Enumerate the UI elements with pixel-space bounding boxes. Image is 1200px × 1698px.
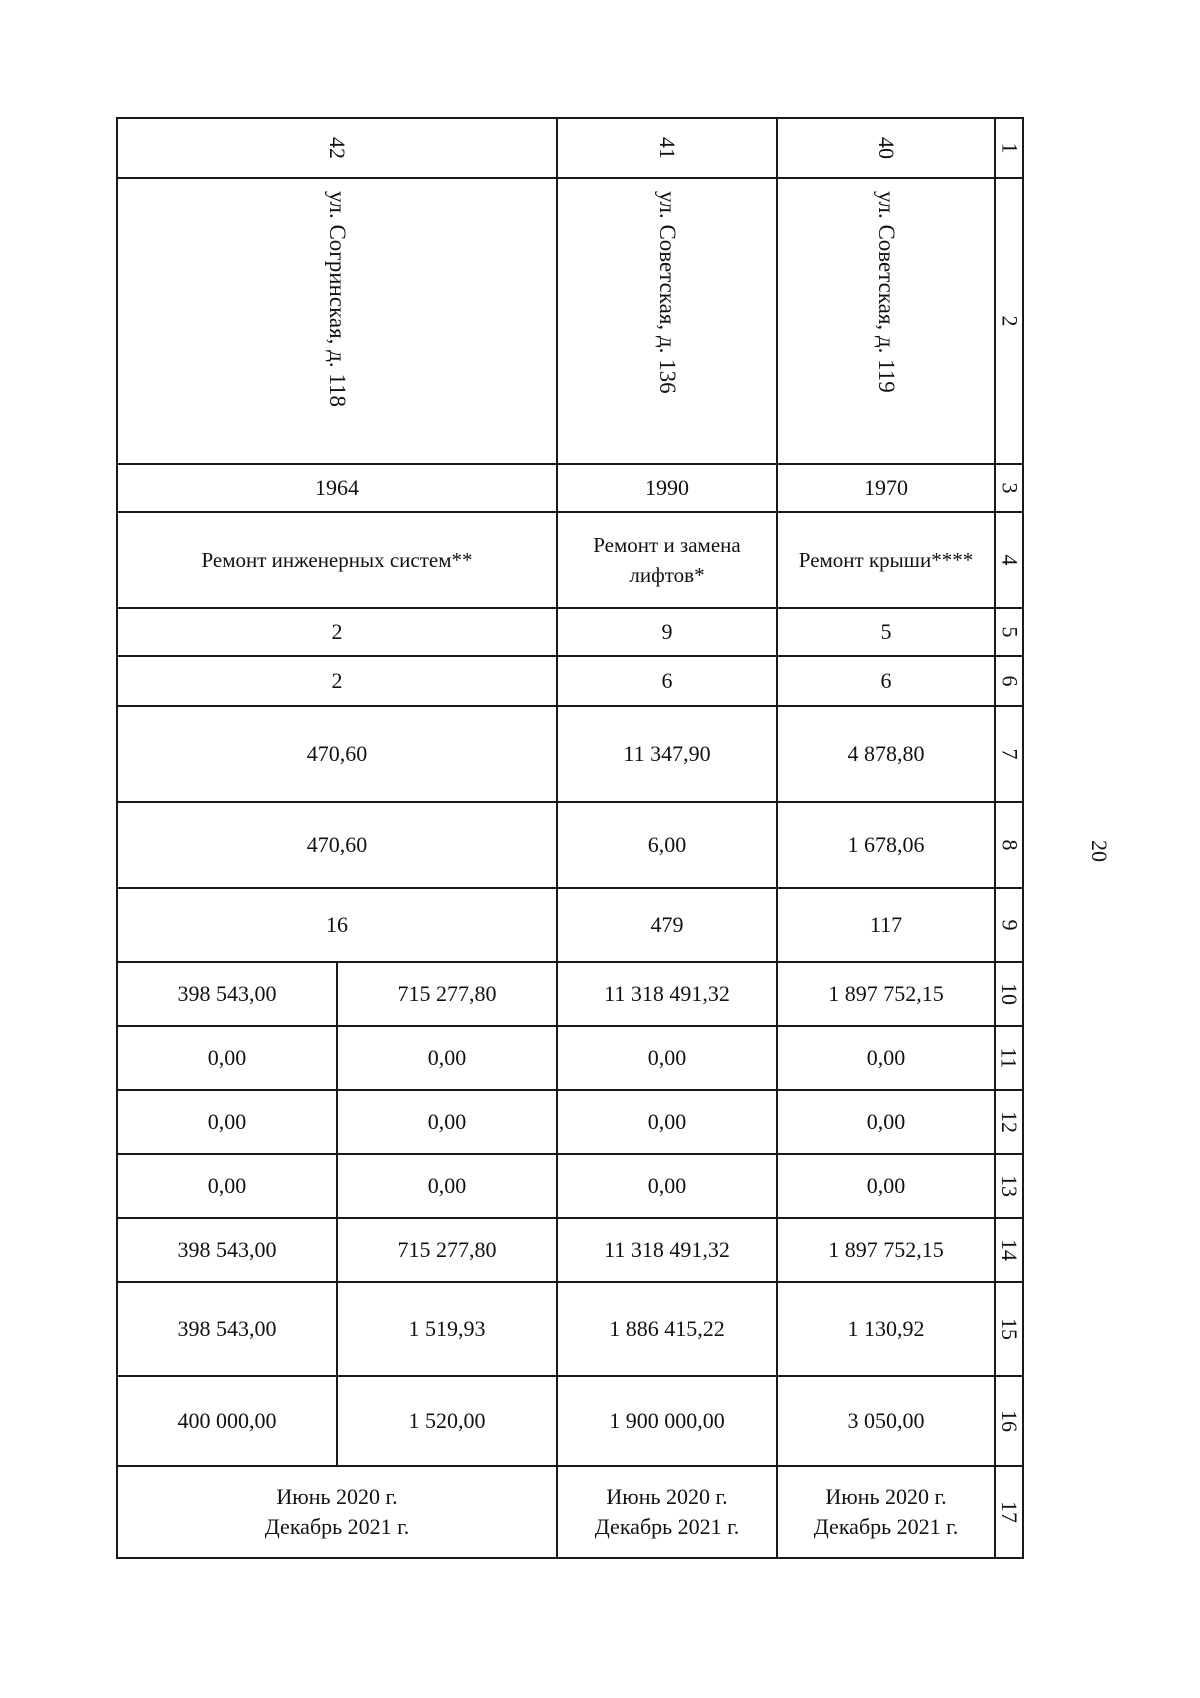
cell-r9-42: 16 <box>117 888 557 962</box>
cell-r6-42: 2 <box>117 656 557 706</box>
date-end: Декабрь 2021 г. <box>813 1514 959 1539</box>
row-number: 14 <box>995 1218 1023 1282</box>
cell-r8-40: 1 678,06 <box>777 802 995 888</box>
cell-address-41: ул. Советская, д. 136 <box>557 178 777 464</box>
table-row <box>117 1376 1023 1466</box>
work-line: лифтов* <box>629 563 705 587</box>
table-row <box>117 706 1023 802</box>
cell-r10-42b: 715 277,80 <box>337 962 557 1026</box>
row-number: 10 <box>995 962 1023 1026</box>
cell-r6-40: 6 <box>777 656 995 706</box>
cell-r16-42a: 400 000,00 <box>117 1376 337 1466</box>
cell-r11-42a: 0,00 <box>117 1026 337 1090</box>
cell-r14-41: 11 318 491,32 <box>557 1218 777 1282</box>
work-line: Ремонт и замена <box>593 533 741 557</box>
cell-r15-42a: 398 543,00 <box>117 1282 337 1376</box>
cell-r10-40: 1 897 752,15 <box>777 962 995 1026</box>
cell-r12-41: 0,00 <box>557 1090 777 1154</box>
cell-r15-40: 1 130,92 <box>777 1282 995 1376</box>
cell-year-42: 1964 <box>117 464 557 512</box>
cell-r6-41: 6 <box>557 656 777 706</box>
cell-r9-41: 479 <box>557 888 777 962</box>
cell-r8-42: 470,60 <box>117 802 557 888</box>
table-row <box>117 464 1023 512</box>
cell-r16-40: 3 050,00 <box>777 1376 995 1466</box>
row-number: 1 <box>995 118 1023 178</box>
row-number: 13 <box>995 1154 1023 1218</box>
cell-r7-42: 470,60 <box>117 706 557 802</box>
cell-r13-42a: 0,00 <box>117 1154 337 1218</box>
row-number: 17 <box>995 1466 1023 1558</box>
row-number: 5 <box>995 608 1023 656</box>
table-row <box>117 512 1023 608</box>
date-end: Декабрь 2021 г. <box>594 1514 740 1539</box>
cell-work-41 <box>557 512 777 608</box>
cell-r5-40: 5 <box>777 608 995 656</box>
cell-address-42: ул. Согринская, д. 118 <box>117 178 557 464</box>
cell-r17-40 <box>777 1466 995 1558</box>
page-number: 20 <box>1087 840 1112 862</box>
date-start: Июнь 2020 г. <box>825 1484 947 1509</box>
cell-r11-41: 0,00 <box>557 1026 777 1090</box>
cell-no-41: 41 <box>557 118 777 178</box>
table-row <box>117 656 1023 706</box>
date-end: Декабрь 2021 г. <box>264 1514 410 1539</box>
stamp-mark <box>50 88 90 298</box>
row-number: 12 <box>995 1090 1023 1154</box>
cell-r12-42a: 0,00 <box>117 1090 337 1154</box>
cell-r16-41: 1 900 000,00 <box>557 1376 777 1466</box>
table-row <box>117 1090 1023 1154</box>
row-number: 8 <box>995 802 1023 888</box>
cell-r14-42a: 398 543,00 <box>117 1218 337 1282</box>
capital-repair-table <box>116 117 1024 1559</box>
cell-r5-41: 9 <box>557 608 777 656</box>
table-row <box>117 1218 1023 1282</box>
cell-r12-42b: 0,00 <box>337 1090 557 1154</box>
row-number: 16 <box>995 1376 1023 1466</box>
cell-r7-41: 11 347,90 <box>557 706 777 802</box>
cell-r9-40: 117 <box>777 888 995 962</box>
table-row <box>117 118 1023 178</box>
cell-r16-42b: 1 520,00 <box>337 1376 557 1466</box>
cell-r13-40: 0,00 <box>777 1154 995 1218</box>
date-start: Июнь 2020 г. <box>606 1484 728 1509</box>
table-row <box>117 962 1023 1026</box>
row-number: 7 <box>995 706 1023 802</box>
table-row <box>117 888 1023 962</box>
table-row <box>117 1154 1023 1218</box>
row-number: 4 <box>995 512 1023 608</box>
row-number: 3 <box>995 464 1023 512</box>
row-number: 15 <box>995 1282 1023 1376</box>
cell-work-42: Ремонт инженерных систем** <box>117 512 557 608</box>
cell-work-40: Ремонт крыши**** <box>777 512 995 608</box>
cell-no-40: 40 <box>777 118 995 178</box>
cell-r13-41: 0,00 <box>557 1154 777 1218</box>
table-row <box>117 1282 1023 1376</box>
row-number: 2 <box>995 178 1023 464</box>
table-row <box>117 802 1023 888</box>
cell-r15-42b: 1 519,93 <box>337 1282 557 1376</box>
cell-r17-42 <box>117 1466 557 1558</box>
row-number: 6 <box>995 656 1023 706</box>
table-row <box>117 178 1023 464</box>
cell-r12-40: 0,00 <box>777 1090 995 1154</box>
cell-year-40: 1970 <box>777 464 995 512</box>
table-row <box>117 1026 1023 1090</box>
cell-r14-40: 1 897 752,15 <box>777 1218 995 1282</box>
cell-r13-42b: 0,00 <box>337 1154 557 1218</box>
table-row <box>117 608 1023 656</box>
cell-r8-41: 6,00 <box>557 802 777 888</box>
cell-no-42: 42 <box>117 118 557 178</box>
row-number: 11 <box>995 1026 1023 1090</box>
table-row <box>117 1466 1023 1558</box>
cell-r11-42b: 0,00 <box>337 1026 557 1090</box>
cell-r14-42b: 715 277,80 <box>337 1218 557 1282</box>
cell-r15-41: 1 886 415,22 <box>557 1282 777 1376</box>
cell-r10-42a: 398 543,00 <box>117 962 337 1026</box>
cell-r11-40: 0,00 <box>777 1026 995 1090</box>
row-number: 9 <box>995 888 1023 962</box>
date-start: Июнь 2020 г. <box>276 1484 398 1509</box>
cell-r5-42: 2 <box>117 608 557 656</box>
cell-r7-40: 4 878,80 <box>777 706 995 802</box>
cell-r10-41: 11 318 491,32 <box>557 962 777 1026</box>
cell-address-40: ул. Советская, д. 119 <box>777 178 995 464</box>
cell-year-41: 1990 <box>557 464 777 512</box>
cell-r17-41 <box>557 1466 777 1558</box>
